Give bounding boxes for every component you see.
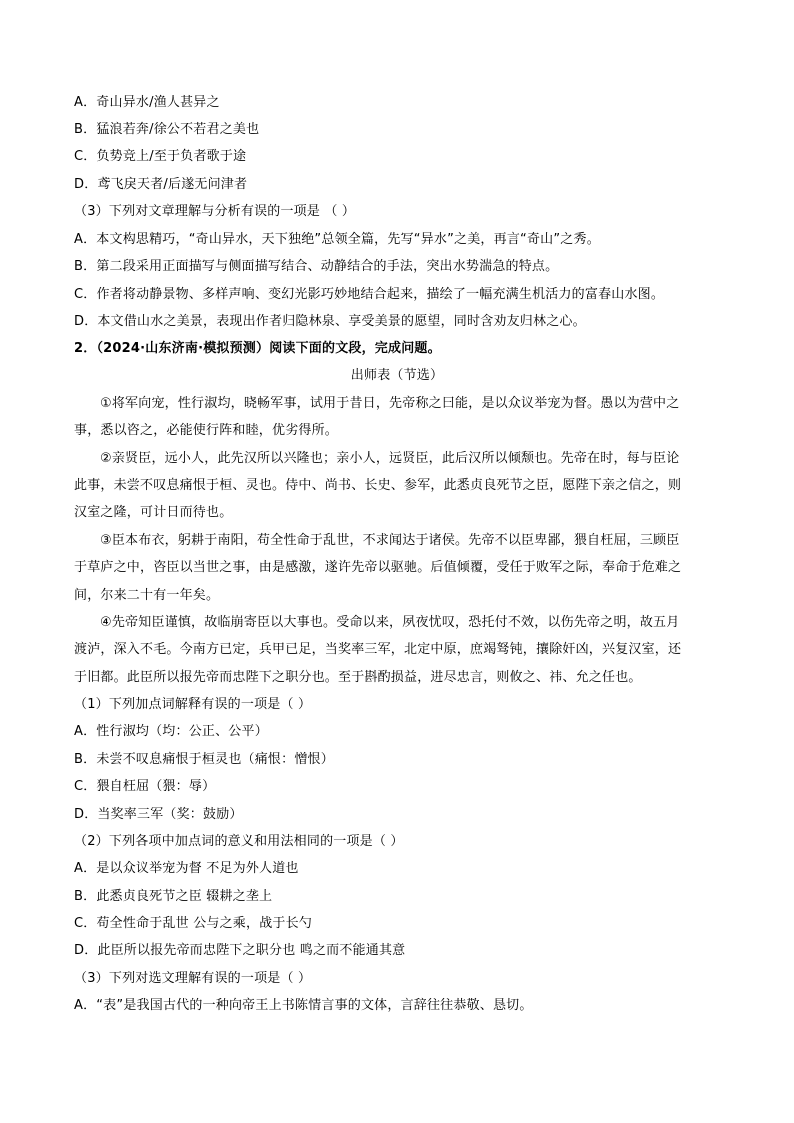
passage-paragraph-3: 间，尔来二十有一年矣。 xyxy=(74,588,220,603)
passage-paragraph-1: 事，悉以咨之，必能使行阵和睦，优劣得所。 xyxy=(74,423,339,438)
option-a: A．“表”是我国古代的一种向帝王上书陈情言事的文体，言辞往往恭敬、恳切。 xyxy=(74,998,533,1013)
passage-paragraph-3: ③臣本布衣，躬耕于南阳，苟全性命于乱世，不求闻达于诸侯。先帝不以臣卑鄙，猥自枉屈，三顾臣 xyxy=(100,533,680,548)
question-1-stem: （1）下列加点词解释有误的一项是（ ） xyxy=(74,697,312,712)
option-a: A．是以众议举宠为督 不足为外人道也 xyxy=(74,861,299,876)
option-c: C．苟全性命于乱世 公与之乘，战于长勺 xyxy=(74,916,313,931)
question-3-stem: （3）下列对选文理解有误的一项是（ ） xyxy=(74,971,312,986)
option-b: B．猛浪若奔/徐公不若君之美也 xyxy=(74,122,260,137)
option-a: A．性行淑均（均：公正、公平） xyxy=(74,724,268,739)
question-heading: 2．（2024·山东济南·模拟预测）阅读下面的文段，完成问题。 xyxy=(74,341,441,356)
option-d: D．鸢飞戾天者/后遂无问津者 xyxy=(74,177,248,192)
passage-paragraph-4: 渡泸，深入不毛。今南方已定，兵甲已足，当奖率三军，北定中原，庶竭驽钝，攘除奸凶，兴复汉室，还 xyxy=(74,642,682,657)
passage-paragraph-1: ①将军向宠，性行淑均，晓畅军事，试用于昔日，先帝称之曰能，是以众议举宠为督。愚以为营中之 xyxy=(100,396,680,411)
passage-paragraph-3: 于草庐之中，咨臣以当世之事，由是感激，遂许先帝以驱驰。后值倾覆，受任于败军之际，奉命于危难之 xyxy=(74,560,682,575)
option-b: B．第二段采用正面描写与侧面描写结合、动静结合的手法，突出水势湍急的特点。 xyxy=(74,259,559,274)
passage-paragraph-2: 汉室之隆，可计日而待也。 xyxy=(74,505,233,520)
question-3-stem: （3）下列对文章理解与分析有误的一项是 （ ） xyxy=(74,204,356,219)
passage-paragraph-4: ④先帝知臣谨慎，故临崩寄臣以大事也。受命以来，夙夜忧叹，恐托付不效，以伤先帝之明，故五月 xyxy=(100,615,680,630)
option-d: D．本文借山水之美景，表现出作者归隐林泉、享受美景的愿望，同时含劝友归林之心。 xyxy=(74,314,586,329)
passage-title: 出师表（节选） xyxy=(350,368,444,383)
option-d: D．此臣所以报先帝而忠陛下之职分也 鸣之而不能通其意 xyxy=(74,943,406,958)
option-c: C．猥自枉屈（猥：辱） xyxy=(74,779,216,794)
question-2-stem: （2）下列各项中加点词的意义和用法相同的一项是（ ） xyxy=(74,834,404,849)
passage-paragraph-4: 于旧都。此臣所以报先帝而忠陛下之职分也。至于斟酌损益，进尽忠言，则攸之、祎、允之任也。 xyxy=(74,670,642,685)
option-a: A．奇山异水/渔人甚异之 xyxy=(74,95,220,110)
option-c: C．作者将动静景物、多样声响、变幻光影巧妙地结合起来，描绘了一幅充满生机活力的富春山水图。 xyxy=(74,287,665,302)
option-b: B．此悉贞良死节之臣 辍耕之垄上 xyxy=(74,889,273,904)
passage-paragraph-2: 此事，未尝不叹息痛恨于桓、灵也。侍中、尚书、长史、参军，此悉贞良死节之臣，愿陛下亲之信之，则 xyxy=(74,478,682,493)
option-c: C．负势竞上/至于负者歌于途 xyxy=(74,149,247,164)
option-d: D．当奖率三军（奖：鼓励） xyxy=(74,807,243,822)
option-a: A．本文构思精巧，“奇山异水，天下独绝”总领全篇，先写“异水”之美，再言“奇山”之秀。 xyxy=(74,232,600,247)
passage-paragraph-2: ②亲贤臣，远小人，此先汉所以兴隆也；亲小人，远贤臣，此后汉所以倾颓也。先帝在时，每与臣论 xyxy=(100,451,680,466)
option-b: B．未尝不叹息痛恨于桓灵也（痛恨：憎恨） xyxy=(74,752,334,767)
